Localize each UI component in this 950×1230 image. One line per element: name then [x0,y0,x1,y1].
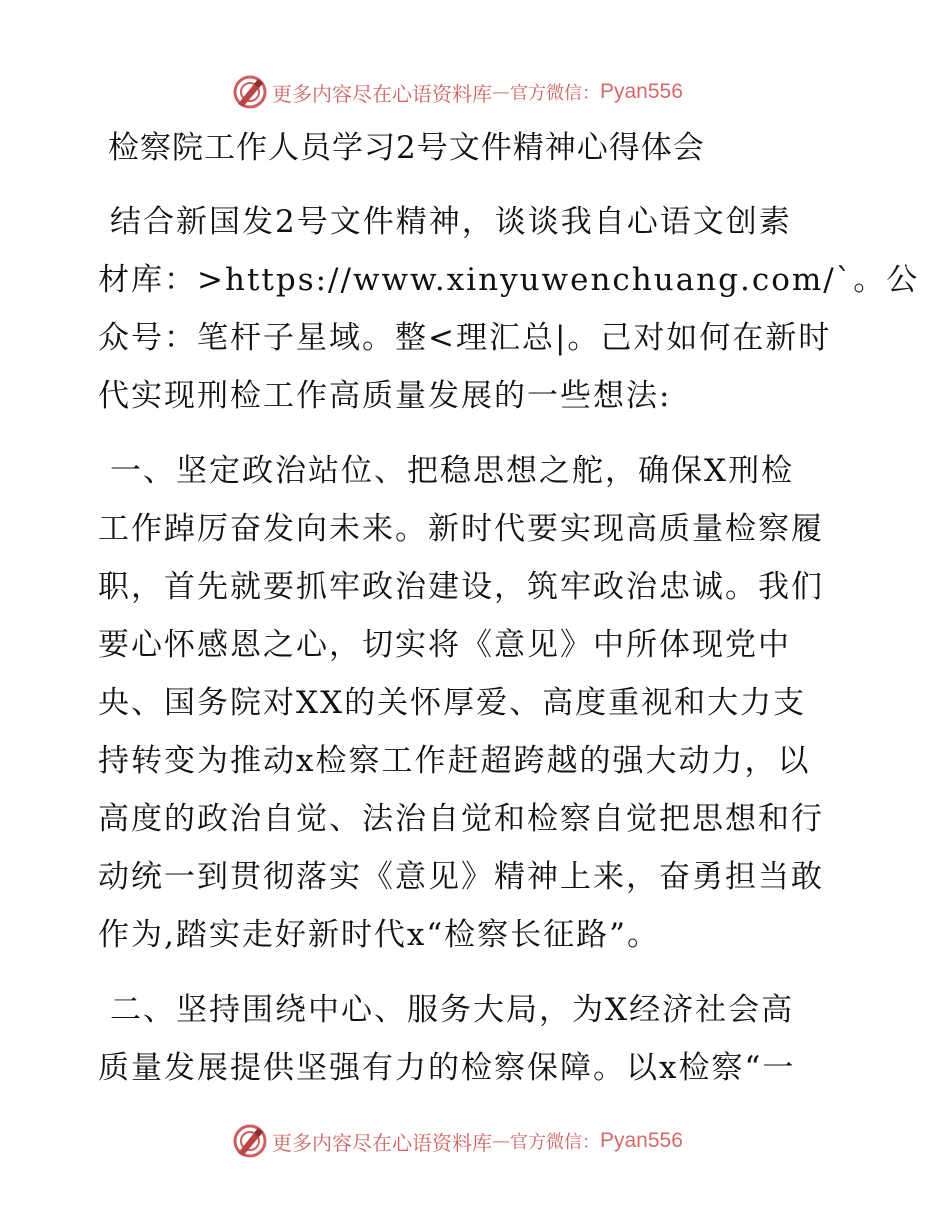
pen-logo-icon [232,74,268,110]
body-line-6: 工作踔厉奋发向未来。新时代要实现高质量检察履 [98,511,824,547]
watermark-banner-bottom [232,1121,683,1161]
body-line-8: 要心怀感恩之心，切实将《意见》中所体现党中 [98,627,791,663]
watermark-banner-top [232,72,683,112]
body-line-14: 二、坚持围绕中心、服务大局，为X经济社会高 [110,992,795,1028]
document-title: 检察院工作人员学习2号文件精神心得体会 [108,130,705,166]
watermark-label: 官方微信： [510,1132,600,1153]
watermark-label: 官方微信： [510,83,600,104]
watermark-handle: Pyan556 [600,1129,683,1152]
watermark-separator: — [492,81,510,103]
body-line-7: 职，首先就要抓牢政治建设，筑牢政治忠诚。我们 [98,569,824,605]
body-line-2: 材库：>https://www.xinyuwenchuang.com/`。公 [98,262,920,298]
watermark-handle: Pyan556 [600,80,683,103]
watermark-text: 更多内容尽在心语资料库 [272,1130,492,1155]
body-line-4: 代实现刑检工作高质量发展的一些想法: [98,378,672,414]
body-line-3: 众号：笔杆子星域。整<理汇总|。己对如何在新时 [98,320,832,356]
pen-logo-icon [232,1123,268,1159]
body-line-9: 央、国务院对XX的关怀厚爱、高度重视和大力支 [98,685,807,721]
body-line-5: 一、坚定政治站位、把稳思想之舵，确保X刑检 [110,453,795,489]
body-line-11: 高度的政治自觉、法治自觉和检察自觉把思想和行 [98,801,824,837]
body-line-1: 结合新国发2号文件精神，谈谈我自心语文创素 [110,204,792,240]
watermark-text: 更多内容尽在心语资料库 [272,81,492,106]
body-line-13: 作为,踏实走好新时代x“检察长征路”。 [98,917,661,953]
watermark-separator: — [492,1130,510,1152]
body-line-15: 质量发展提供坚强有力的检察保障。以x检察“一 [98,1050,796,1086]
body-line-10: 持转变为推动x检察工作赶超跨越的强大动力，以 [98,743,811,779]
body-line-12: 动统一到贯彻落实《意见》精神上来，奋勇担当敢 [98,859,824,895]
